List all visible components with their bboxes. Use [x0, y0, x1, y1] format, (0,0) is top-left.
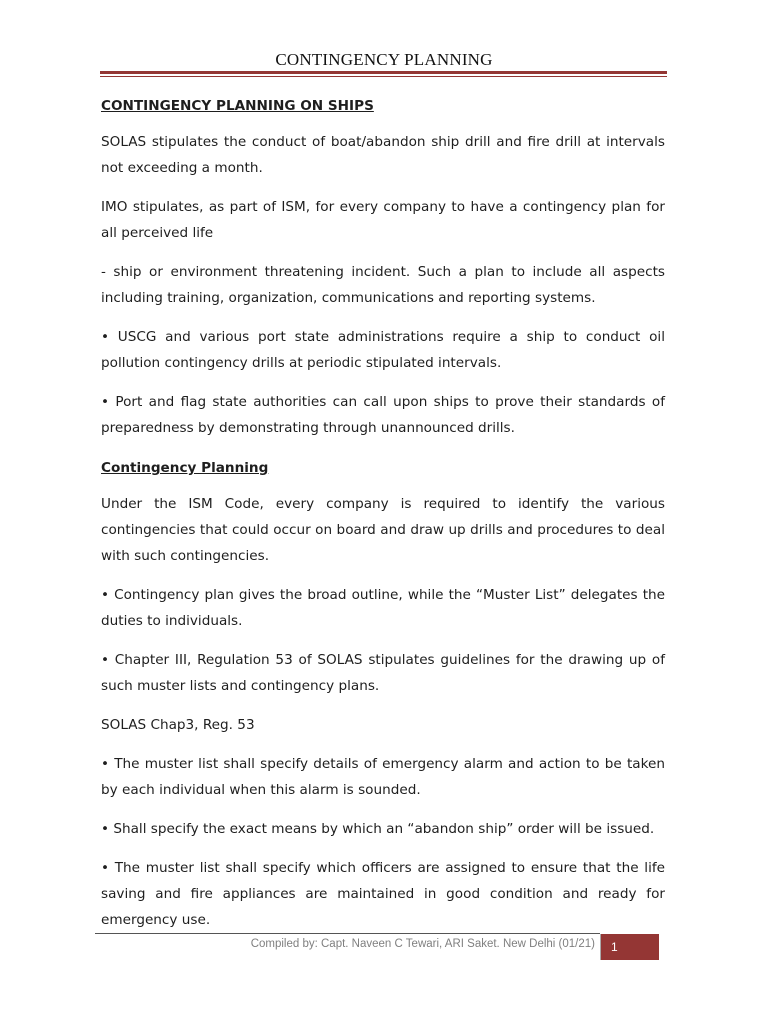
bullet-paragraph: • Port and flag state authorities can call upon ships to prove their standards of preparedness by demonstrating through unannounced drills.	[101, 394, 665, 436]
section-heading: Contingency Planning	[101, 460, 269, 476]
bullet-paragraph: • The muster list shall specify which officers are assigned to ensure that the life saving and fire appliances are maintained in good condition and ready for emergency use.	[101, 860, 665, 928]
header-rule-thin	[100, 76, 667, 77]
bullet-paragraph: • Chapter III, Regulation 53 of SOLAS stipulates guidelines for the drawing up of such muster lists and contingency plans.	[101, 652, 665, 694]
paragraph: IMO stipulates, as part of ISM, for every company to have a contingency plan for all perceived life	[101, 199, 665, 241]
bullet-paragraph: • Contingency plan gives the broad outline, while the “Muster List” delegates the duties to individuals.	[101, 587, 665, 629]
page-header-title: CONTINGENCY PLANNING	[275, 50, 493, 69]
bullet-paragraph: • USCG and various port state administrations require a ship to conduct oil pollution contingency drills at periodic stipulated intervals.	[101, 329, 665, 371]
bullet-paragraph: • Shall specify the exact means by which an “abandon ship” order will be issued.	[101, 821, 655, 837]
paragraph: SOLAS Chap3, Reg. 53	[101, 717, 255, 733]
paragraph: SOLAS stipulates the conduct of boat/abandon ship drill and fire drill at intervals not exceeding a month.	[101, 134, 665, 176]
bullet-paragraph: • The muster list shall specify details of emergency alarm and action to be taken by each individual when this alarm is sounded.	[101, 756, 665, 798]
page-number-badge: 1	[601, 934, 659, 960]
document-body	[101, 96, 665, 933]
section-heading: CONTINGENCY PLANNING ON SHIPS	[101, 98, 374, 114]
footer-compiled-by: Compiled by: Capt. Naveen C Tewari, ARI Saket. New Delhi (01/21)	[250, 938, 595, 950]
paragraph: Under the ISM Code, every company is required to identify the various contingencies that could occur on board and draw up drills and procedures to deal with such contingencies.	[101, 496, 665, 564]
header-rule-thick	[100, 71, 667, 74]
paragraph: - ship or environment threatening incident. Such a plan to include all aspects including training, organization, communications and reporting systems.	[101, 264, 665, 306]
footer-rule	[95, 933, 600, 934]
